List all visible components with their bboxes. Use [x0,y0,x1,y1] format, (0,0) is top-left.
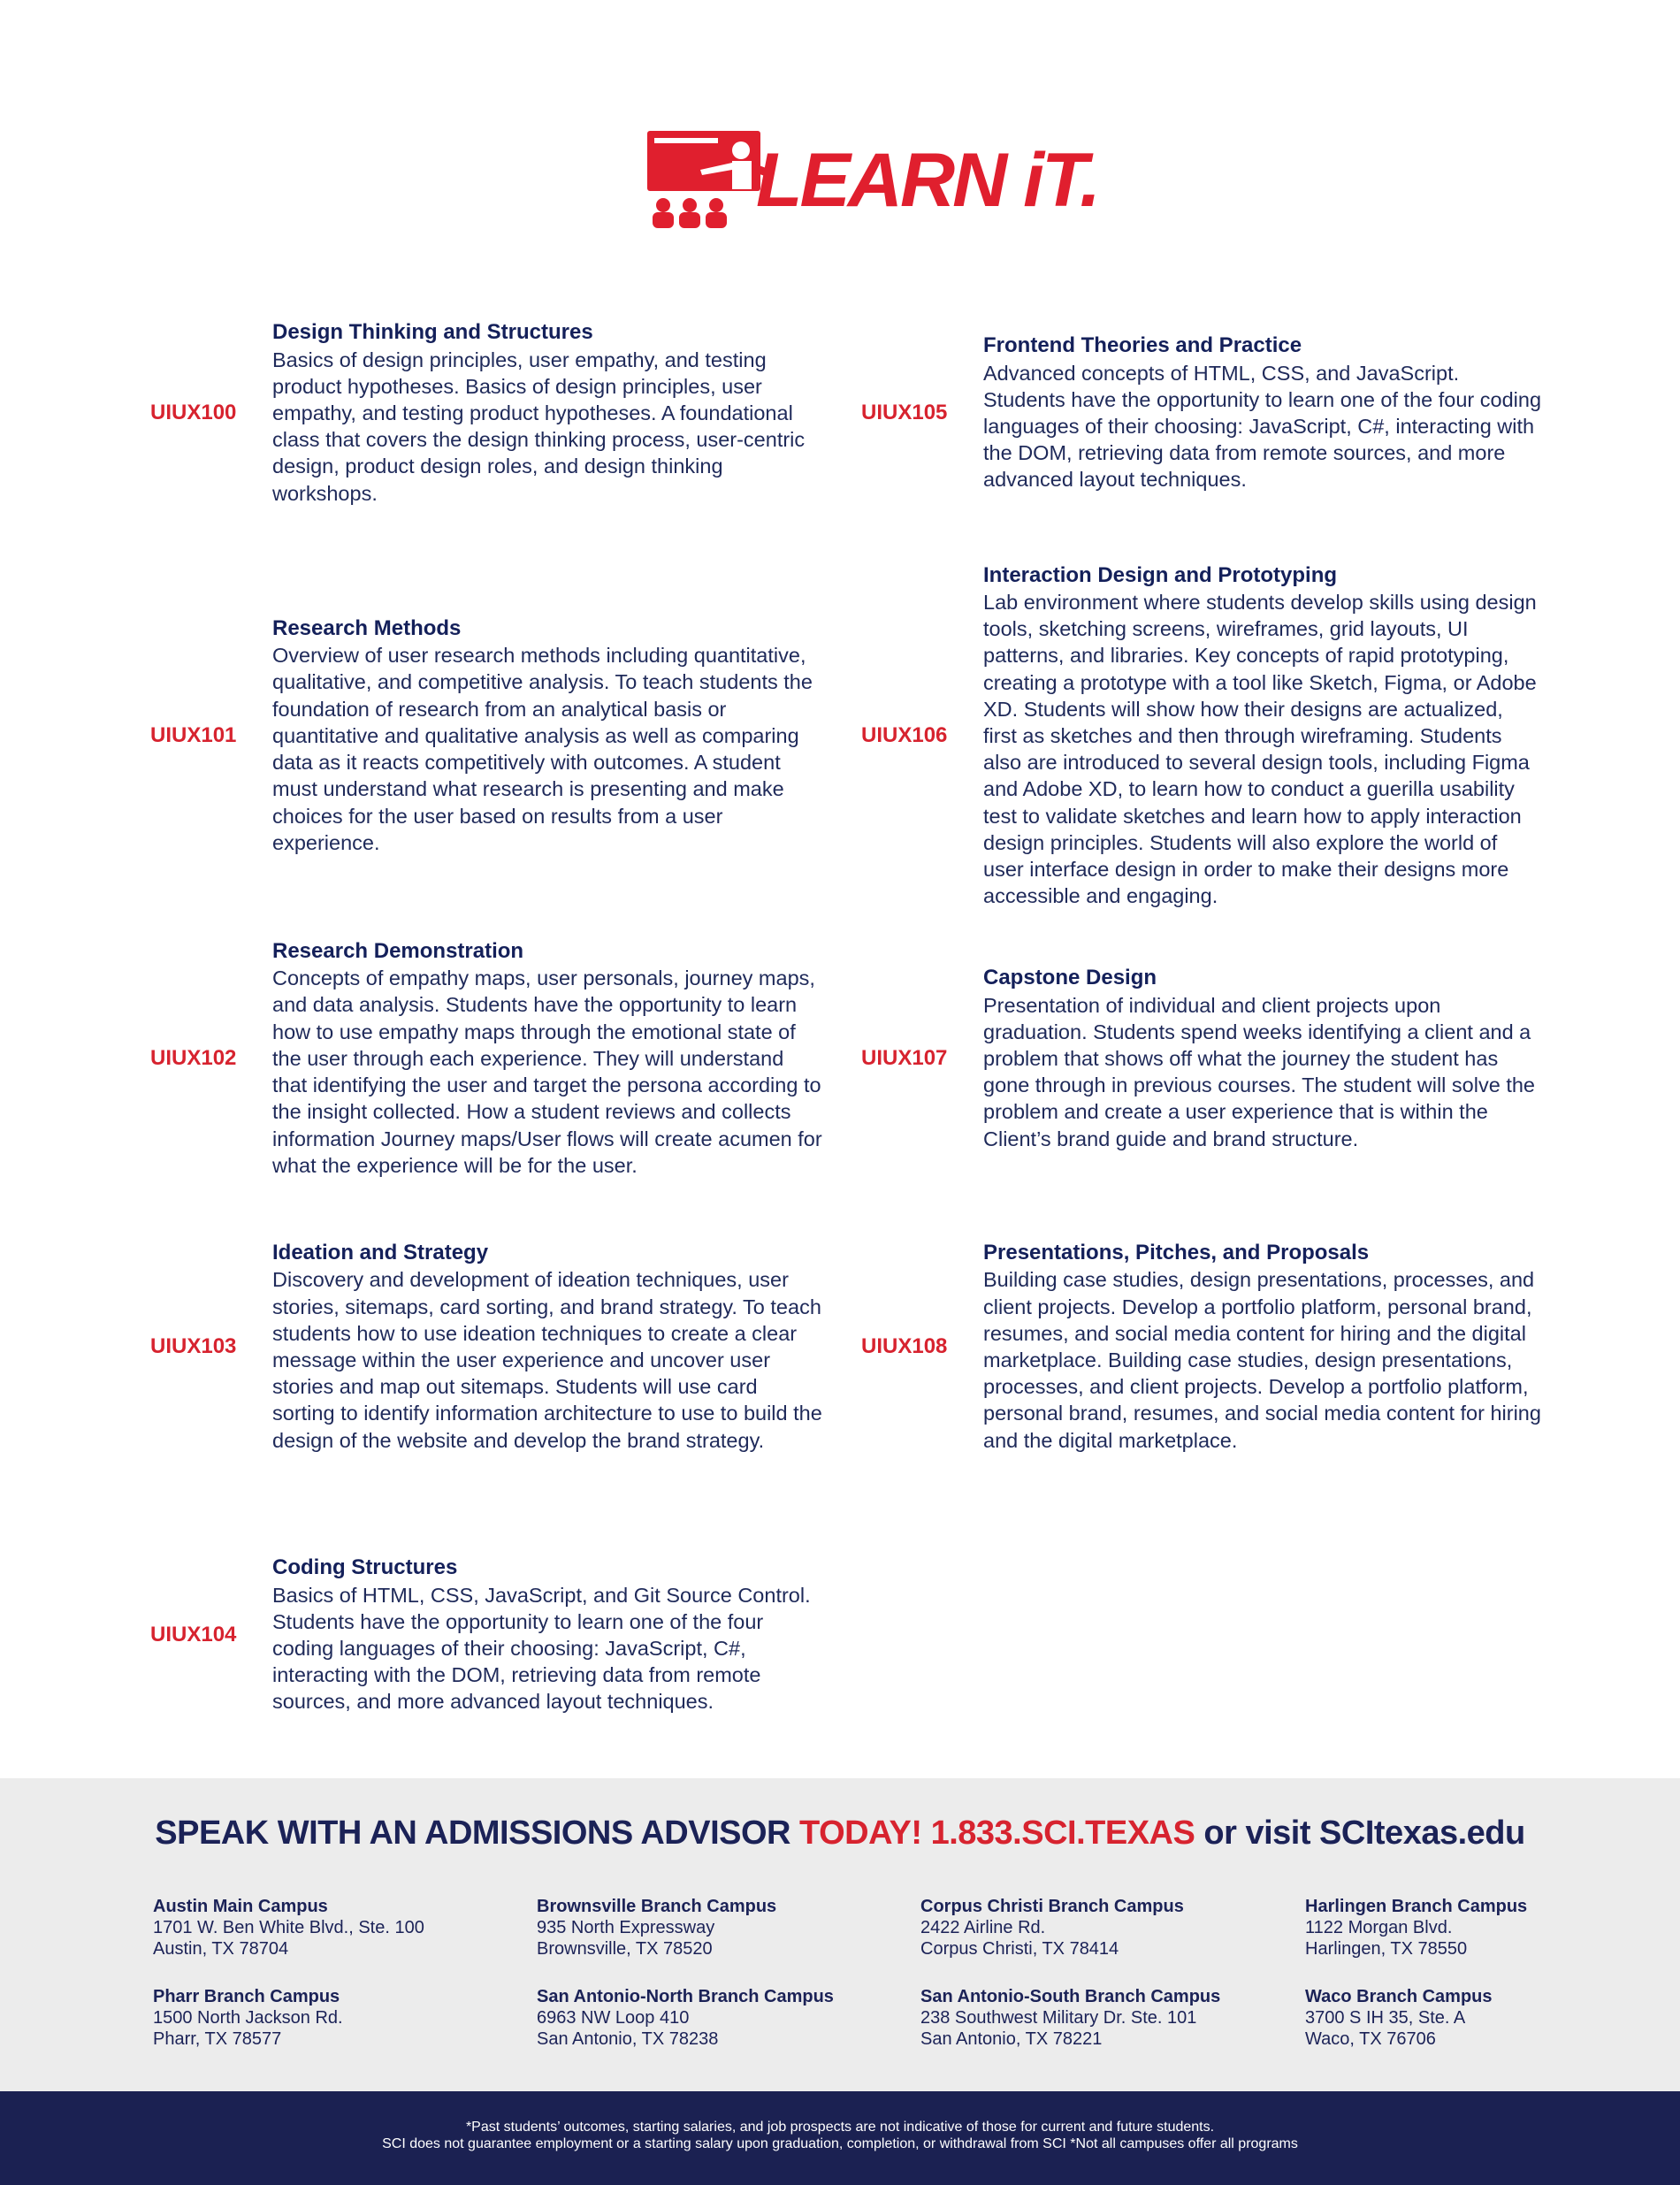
course-description: Advanced concepts of HTML, CSS, and JavaScript. Students have the opportunity to learn one of the four coding languages of their choosing: JavaScript, C#, interacting with the DOM, retrieving data from remote sources, and more advanced layout techniques. [983,361,1542,492]
campus-address: 6963 NW Loop 410 [537,2008,690,2028]
course-uiux107 [861,966,1542,1151]
course-uiux105 [861,333,1542,493]
campus-name: Waco Branch Campus [1305,1987,1493,2006]
course-description: Overview of user research methods including quantitative, qualitative, and competitive analysis. To teach students the foundation of research from an analytical basis or quantitative and qualitative analysis as well as comparing data as it reacts competitively with outcomes. A student must understand what research is presenting and make choices for the user based on results from a user experience. [272,644,813,854]
course-uiux103 [150,1240,822,1454]
campus-city: Waco, TX 76706 [1305,2029,1436,2049]
course-title: Coding Structures [272,1555,458,1580]
campus-corpus-christi [920,1896,1184,1960]
course-code: UIUX105 [861,401,948,424]
logo-wordmark: LEARN iT. [756,138,1099,223]
campus-city: Austin, TX 78704 [153,1939,289,1959]
campus-harlingen [1305,1896,1527,1960]
course-description: Basics of design principles, user empathy, and testing product hypotheses. Basics of design principles, user empathy, and testing product hypotheses. A foundational class that covers the design thinking process, user-centric design, product design roles, and design thinking workshops. [272,348,806,505]
course-code: UIUX101 [150,723,237,747]
course-code: UIUX107 [861,1046,948,1070]
course-uiux101 [150,615,822,856]
cta-website[interactable]: or visit SCItexas.edu [1195,1814,1525,1852]
campus-city: Pharr, TX 78577 [153,2029,282,2049]
campus-san-antonio-south [920,1986,1220,2050]
course-code: UIUX102 [150,1046,237,1070]
campus-name: San Antonio-South Branch Campus [920,1987,1221,2006]
campus-address: 1122 Morgan Blvd. [1305,1918,1453,1937]
campus-city: San Antonio, TX 78238 [537,2029,719,2049]
campus-name: Brownsville Branch Campus [537,1897,777,1916]
course-title: Frontend Theories and Practice [983,333,1302,358]
campus-city: Corpus Christi, TX 78414 [920,1939,1119,1959]
course-code: UIUX103 [150,1334,237,1358]
campus-city: San Antonio, TX 78221 [920,2029,1103,2049]
campus-name: San Antonio-North Branch Campus [537,1987,834,2006]
campus-brownsville [537,1896,776,1960]
course-code: UIUX100 [150,401,237,424]
campus-name: Harlingen Branch Campus [1305,1897,1528,1916]
disclaimer-line: *Past students’ outcomes, starting salaries, and job prospects are not indicative of those for current and future students. [465,2120,1215,2135]
campus-name: Pharr Branch Campus [153,1987,340,2006]
course-uiux104 [150,1555,822,1715]
cta-text: SPEAK WITH AN ADMISSIONS ADVISOR [155,1814,800,1852]
campus-name: Corpus Christi Branch Campus [920,1897,1184,1916]
course-description: Building case studies, design presentations, processes, and client projects. Develop a portfolio platform, personal brand, resumes, and social media content for hiring and the digital marketplace. Building case studies, design presentations, processes, and client projects. Develop a portfolio platform, personal brand, resumes, and social media content for hiring and the digital marketplace. [983,1268,1541,1452]
course-description: Discovery and development of ideation techniques, user stories, sitemaps, card sorting, and brand strategy. To teach students how to use ideation techniques to create a clear message within the user experience and uncover user stories and map out sitemaps. Students will use card sorting to identify information architecture to use to build the design of the website and develop the brand strategy. [272,1268,822,1452]
course-title: Design Thinking and Structures [272,320,593,345]
course-uiux108 [861,1240,1542,1454]
campus-city: Brownsville, TX 78520 [537,1939,713,1959]
course-title: Capstone Design [983,966,1157,990]
campus-address: 1701 W. Ben White Blvd., Ste. 100 [153,1918,424,1937]
campus-pharr [153,1986,343,2050]
campus-austin [153,1896,424,1960]
disclaimer-footer [0,2091,1680,2185]
cta-phone[interactable]: TODAY! 1.833.SCI.TEXAS [799,1814,1195,1852]
course-description: Lab environment where students develop skills using design tools, sketching screens, wireframes, grid layouts, UI patterns, and libraries. Key concepts of rapid prototyping, creating a prototype with a tool like Sketch, Figma, or Adobe XD. Students will show how their designs are actualized, first as sketches and then through wireframing. Students also are introduced to several design tools, including Figma and Adobe XD, to learn how to conduct a guerilla usability test to validate sketches and learn how to apply interaction design principles. Students will also explore the world of user interface design in order to make their designs more accessible and engaging. [983,590,1537,908]
campus-address: 238 Southwest Military Dr. Ste. 101 [920,2008,1197,2028]
disclaimer-line: SCI does not guarantee employment or a starting salary upon graduation, completion, or withdrawal from SCI *Not all campuses offer all programs [382,2136,1298,2151]
campus-address: 1500 North Jackson Rd. [153,2008,343,2028]
course-title: Research Demonstration [272,939,524,964]
course-code: UIUX106 [861,723,948,747]
campus-address: 935 North Expressway [537,1918,715,1937]
course-title: Ideation and Strategy [272,1241,489,1265]
campus-address: 2422 Airline Rd. [920,1918,1046,1937]
admissions-cta [0,1814,1680,1853]
course-title: Research Methods [272,616,462,641]
course-description: Presentation of individual and client projects upon graduation. Students spend weeks identifying a client and a problem that shows off what the journey the student has gone through in previous courses. The student will solve the problem and create a user experience that is within the Client’s brand guide and brand structure. [983,993,1535,1150]
campus-city: Harlingen, TX 78550 [1305,1939,1468,1959]
course-title: Interaction Design and Prototyping [983,562,1338,587]
course-code: UIUX104 [150,1623,237,1646]
course-uiux106 [861,562,1542,909]
course-description: Concepts of empathy maps, user personals, journey maps, and data analysis. Students have the opportunity to learn how to use empathy maps through the emotional state of the user through each experience. They will understand that identifying the user and target the persona according to the insight collected. How a student reviews and collects information Journey maps/User flows will create acumen for what the experience will be for the user. [272,966,822,1177]
campus-address: 3700 S IH 35, Ste. A [1305,2008,1466,2028]
course-uiux102 [150,938,822,1179]
course-code: UIUX108 [861,1334,948,1358]
course-title: Presentations, Pitches, and Proposals [983,1241,1370,1265]
campus-san-antonio-north [537,1986,834,2050]
campus-waco [1305,1986,1493,2050]
course-description: Basics of HTML, CSS, JavaScript, and Git Source Control. Students have the opportunity to learn one of the four coding languages of their choosing: JavaScript, C#, interacting with the DOM, retrieving data from remote sources, and more advanced layout techniques. [272,1583,811,1714]
campus-name: Austin Main Campus [153,1897,328,1916]
course-uiux100 [150,321,822,505]
